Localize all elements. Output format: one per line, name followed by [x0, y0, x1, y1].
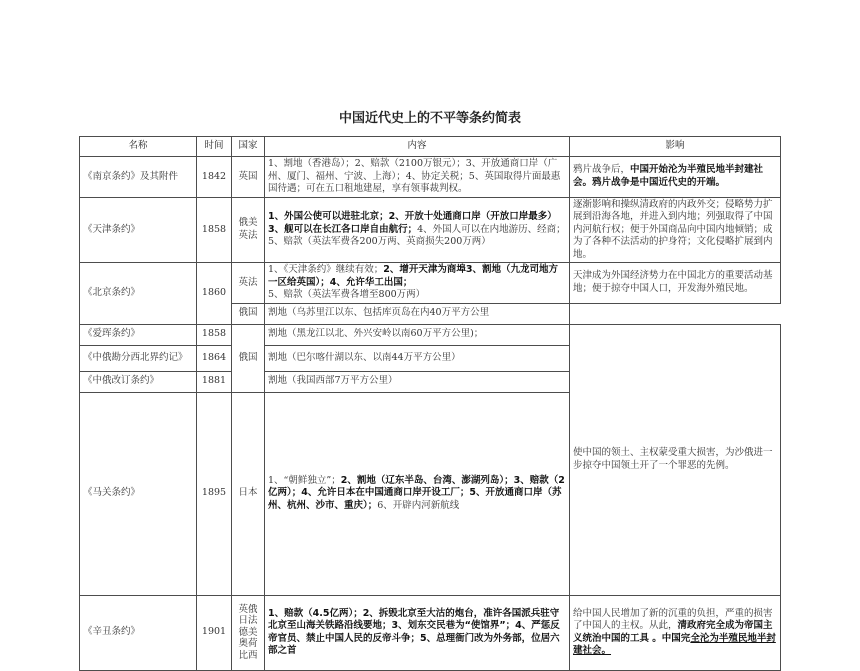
content-text: 5、赔款（英法军费各增至800万两）	[268, 289, 426, 300]
header-country: 国家	[232, 137, 265, 157]
treaty-table	[79, 136, 781, 671]
content-text: 6、开辟内河新航线	[377, 499, 460, 511]
cell-content: 割地（黑龙江以北、外兴安岭以南60万平方公里)；	[265, 324, 570, 345]
cell-country: 英俄日法德美奥荷比西	[232, 595, 265, 670]
cell-content	[265, 392, 570, 595]
header-content: 内容	[265, 137, 570, 157]
cell-year: 1858	[197, 197, 232, 263]
impact-highlight: 全沦为半殖民地半封建社会。	[573, 632, 776, 656]
cell-year: 1860	[197, 263, 232, 325]
cell-name: 《爱珲条约》	[80, 324, 197, 345]
table-row	[80, 595, 781, 670]
cell-year: 1842	[197, 157, 232, 198]
cell-name: 《中俄勘分西北界约记》	[80, 345, 197, 371]
cell-impact	[570, 157, 781, 198]
cell-impact	[570, 595, 781, 670]
cell-content: 1、赔款（4.5亿两）；2、拆毁北京至大沽的炮台，准许各国派兵驻守北京至山海关铁路沿线要地；3、划东交民巷为“使馆界”；4、严惩反帝官员、禁止中国人民的反帝斗争；5、总理衙门改为外务部，位居六部之首	[265, 595, 570, 670]
table-row	[80, 263, 781, 304]
content-highlight: 2、增开天津为商埠3、割地（九龙司地方一区给英国）；4、允许华工出国；	[268, 264, 559, 288]
cell-impact: 天津成为外国经济势力在中国北方的重要活动基地；便于掠夺中国人口，开发海外殖民地。	[570, 263, 781, 304]
cell-name: 《南京条约》及其附件	[80, 157, 197, 198]
content-text: 1、《天津条约》继续有效；	[268, 264, 384, 275]
cell-country: 日本	[232, 392, 265, 595]
impact-text: 给中国人民增加了新的沉重的负担，严重的损害了中国人的主权。从此，	[573, 607, 773, 631]
cell-name: 《中俄改订条约》	[80, 371, 197, 392]
content-text: 4、外国人可以在内地游历、经商；5、赔款（英法军费各200万两、英商损失200万两）	[268, 223, 566, 247]
cell-name: 《辛丑条约》	[80, 595, 197, 670]
header-year: 时间	[197, 137, 232, 157]
cell-content	[265, 263, 570, 304]
cell-country: 英法	[232, 263, 265, 304]
impact-text: 鸦片战争后，	[573, 164, 631, 176]
content-highlight: 2、割地（辽东半岛、台湾、澎湖列岛）；3、赔款（2亿两）；4、允许日本在中国通商口岸开设工厂；5、开放通商口岸（苏州、杭州、沙市、重庆）；	[268, 474, 565, 511]
page-title: 中国近代史上的不平等条约简表	[338, 111, 521, 126]
cell-impact: 逐渐影响和操纵清政府的内政外交；侵略势力扩展到沿海各地，并进入到内地；列强取得了中国内河航行权；便于外国商品向中国内地倾销；成为了各种不法活动的护身符；文化侵略扩展到内地。	[570, 197, 781, 263]
cell-content: 割地（巴尔喀什湖以东、以南44万平方公里）	[265, 345, 570, 371]
cell-year: 1895	[197, 392, 232, 595]
cell-country: 英国	[232, 157, 265, 198]
cell-year: 1858	[197, 324, 232, 345]
cell-content: 割地（乌苏里江以东、包括库页岛在内40万平方公里	[265, 303, 570, 324]
cell-impact: 使中国的领土、主权蒙受重大损害，为沙俄进一步掠夺中国领土开了一个罪恶的先例。	[570, 324, 781, 595]
cell-name: 《北京条约》	[80, 263, 197, 325]
header-name: 名称	[80, 137, 197, 157]
cell-content: 1、割地（香港岛）；2、赔款（2100万银元）；3、开放通商口岸（广州、厦门、福州、宁波、上海）；4、协定关税；5、英国取得片面最惠国待遇；可在五口租地建屋，享有领事裁判权。	[265, 157, 570, 198]
cell-country: 俄国	[232, 324, 265, 392]
header-impact: 影响	[570, 137, 781, 157]
cell-name: 《马关条约》	[80, 392, 197, 595]
table-row	[80, 197, 781, 263]
cell-country: 俄国	[232, 303, 265, 324]
cell-year: 1881	[197, 371, 232, 392]
cell-name: 《天津条约》	[80, 197, 197, 263]
cell-year: 1901	[197, 595, 232, 670]
cell-content: 割地（我国西部7万平方公里）	[265, 371, 570, 392]
content-highlight: 1、外国公使可以进驻北京；2、开放十处通商口岸（开放口岸最多）3、舰可以在长江各口岸自由航行；	[268, 211, 557, 235]
table-row	[80, 157, 781, 198]
impact-highlight: 清政府完全成为帝国主义统治中国的工具 。中国完	[573, 620, 773, 644]
impact-highlight: 中国开始沦为半殖民地半封建社会。鸦片战争是中国近代史的开端。	[573, 164, 764, 188]
cell-content	[265, 197, 570, 263]
content-text: 1、“朝鲜独立”；	[268, 474, 341, 486]
header-row	[80, 137, 781, 157]
table-row	[80, 324, 781, 345]
cell-country: 俄美英法	[232, 197, 265, 263]
cell-year: 1864	[197, 345, 232, 371]
